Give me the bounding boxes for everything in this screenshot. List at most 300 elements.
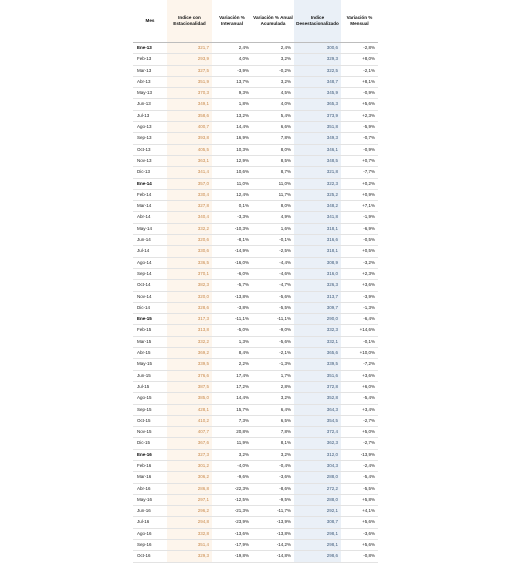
row-indice-desest: 308,7	[294, 517, 341, 528]
row-month: Dic-13	[133, 167, 167, 178]
table-row	[133, 189, 378, 200]
row-var-interanual: -3,9%	[212, 65, 252, 76]
row-var-mensual: -2,4%	[341, 460, 378, 471]
table-row	[133, 99, 378, 110]
row-var-interanual: 3,2%	[212, 449, 252, 460]
row-var-interanual: -19,8%	[212, 551, 252, 562]
row-var-acumulada: -14,2%	[252, 540, 294, 551]
row-indice-desest: 308,9	[294, 257, 341, 268]
row-var-acumulada: 1,7%	[252, 370, 294, 381]
row-indice: 410,2	[167, 415, 212, 426]
row-var-mensual: -1,9%	[341, 212, 378, 223]
row-var-interanual: 16,9%	[212, 133, 252, 144]
table-row	[133, 246, 378, 257]
table-body	[133, 43, 378, 563]
row-indice-desest: 349,3	[294, 133, 341, 144]
row-var-mensual: -2,1%	[341, 65, 378, 76]
row-month: May-13	[133, 88, 167, 99]
table-row	[133, 167, 378, 178]
row-month: Jun-14	[133, 235, 167, 246]
row-var-interanual: 12,9%	[212, 155, 252, 166]
row-var-mensual: +10,0%	[341, 348, 378, 359]
table-row	[133, 449, 378, 460]
row-var-mensual: -2,8%	[341, 43, 378, 54]
row-indice-desest: 322,5	[294, 65, 341, 76]
row-month: Abr-15	[133, 348, 167, 359]
table-row	[133, 506, 378, 517]
table-row	[133, 43, 378, 54]
row-var-acumulada: -5,6%	[252, 291, 294, 302]
table-row	[133, 460, 378, 471]
row-month: May-16	[133, 494, 167, 505]
table-header	[133, 0, 378, 43]
row-indice: 301,2	[167, 460, 212, 471]
row-var-mensual: +14,6%	[341, 325, 378, 336]
row-month: Mar-16	[133, 472, 167, 483]
row-indice-desest: 373,9	[294, 110, 341, 121]
row-month: Abr-13	[133, 76, 167, 87]
row-indice-desest: 329,3	[294, 54, 341, 65]
table-row	[133, 359, 378, 370]
table-row	[133, 415, 378, 426]
row-var-acumulada: -9,5%	[252, 494, 294, 505]
row-indice: 340,4	[167, 212, 212, 223]
row-month: Jul-14	[133, 246, 167, 257]
row-indice-desest: 288,0	[294, 472, 341, 483]
row-indice: 294,8	[167, 517, 212, 528]
table-row	[133, 325, 378, 336]
row-indice: 327,8	[167, 201, 212, 212]
row-month: Dic-14	[133, 302, 167, 313]
row-var-interanual: 10,6%	[212, 167, 252, 178]
row-var-interanual: -21,3%	[212, 506, 252, 517]
row-month: Oct-16	[133, 551, 167, 562]
row-indice-desest: 292,1	[294, 506, 341, 517]
row-month: Ene-15	[133, 314, 167, 325]
row-var-mensual: -0,5%	[341, 235, 378, 246]
row-indice: 407,7	[167, 427, 212, 438]
row-var-mensual: +5,6%	[341, 540, 378, 551]
row-var-interanual: 7,3%	[212, 415, 252, 426]
row-var-mensual: +7,1%	[341, 201, 378, 212]
row-var-interanual: 14,4%	[212, 393, 252, 404]
row-indice: 367,6	[167, 438, 212, 449]
row-var-acumulada: -0,2%	[252, 65, 294, 76]
row-var-interanual: -13,6%	[212, 528, 252, 539]
row-indice: 328,6	[167, 302, 212, 313]
row-indice-desest: 351,8	[294, 122, 341, 133]
row-indice: 387,5	[167, 381, 212, 392]
row-indice-desest: 348,5	[294, 155, 341, 166]
row-var-interanual: 8,4%	[212, 348, 252, 359]
row-indice: 306,2	[167, 472, 212, 483]
row-var-interanual: -6,0%	[212, 268, 252, 279]
row-indice: 332,8	[167, 528, 212, 539]
table-row	[133, 76, 378, 87]
row-var-acumulada: 1,6%	[252, 223, 294, 234]
row-var-acumulada: -13,8%	[252, 528, 294, 539]
row-var-acumulada: 3,2%	[252, 393, 294, 404]
row-var-interanual: 11,9%	[212, 438, 252, 449]
table-row	[133, 381, 378, 392]
row-indice-desest: 332,1	[294, 336, 341, 347]
row-var-mensual: -7,2%	[341, 359, 378, 370]
row-indice-desest: 372,8	[294, 381, 341, 392]
row-var-acumulada: 6,6%	[252, 122, 294, 133]
row-var-acumulada: -5,5%	[252, 302, 294, 313]
row-month: Dic-15	[133, 438, 167, 449]
row-indice-desest: 325,2	[294, 189, 341, 200]
row-var-interanual: -4,0%	[212, 460, 252, 471]
row-var-interanual: -5,0%	[212, 325, 252, 336]
row-var-acumulada: -1,3%	[252, 359, 294, 370]
row-var-interanual: 2,2%	[212, 359, 252, 370]
row-month: Sep-16	[133, 540, 167, 551]
row-var-acumulada: -4,6%	[252, 268, 294, 279]
row-var-interanual: -3,3%	[212, 212, 252, 223]
table-row	[133, 370, 378, 381]
row-month: Nov-15	[133, 427, 167, 438]
row-var-interanual: -5,7%	[212, 280, 252, 291]
row-indice-desest: 318,1	[294, 246, 341, 257]
table-row	[133, 201, 378, 212]
header-var-mensual: Variación % Mensual	[341, 0, 378, 43]
row-var-acumulada: 3,2%	[252, 449, 294, 460]
table-row	[133, 257, 378, 268]
row-var-interanual: 4,0%	[212, 54, 252, 65]
row-indice-desest: 309,7	[294, 302, 341, 313]
row-month: Oct-13	[133, 144, 167, 155]
row-var-mensual: +4,1%	[341, 506, 378, 517]
row-indice-desest: 326,3	[294, 280, 341, 291]
row-month: Jun-16	[133, 506, 167, 517]
table-row	[133, 291, 378, 302]
row-indice-desest: 272,2	[294, 483, 341, 494]
row-var-mensual: +3,6%	[341, 280, 378, 291]
row-var-acumulada: 4,0%	[252, 99, 294, 110]
row-var-mensual: -5,4%	[341, 393, 378, 404]
row-var-acumulada: 4,5%	[252, 88, 294, 99]
table-row	[133, 144, 378, 155]
row-indice: 320,6	[167, 235, 212, 246]
header-indice: Indice con Estacionalidad	[167, 0, 212, 43]
row-var-acumulada: 8,0%	[252, 144, 294, 155]
row-indice: 393,8	[167, 133, 212, 144]
row-var-mensual: -0,9%	[341, 144, 378, 155]
data-sheet	[133, 0, 378, 563]
row-var-mensual: -6,9%	[341, 223, 378, 234]
row-indice: 351,9	[167, 76, 212, 87]
table-row	[133, 178, 378, 189]
row-var-mensual: +0,2%	[341, 178, 378, 189]
row-var-interanual: 13,7%	[212, 76, 252, 87]
row-var-mensual: -5,4%	[341, 472, 378, 483]
row-month: Oct-14	[133, 280, 167, 291]
row-indice: 428,1	[167, 404, 212, 415]
row-indice: 351,4	[167, 540, 212, 551]
row-indice-desest: 290,0	[294, 314, 341, 325]
row-var-acumulada: 7,8%	[252, 133, 294, 144]
row-month: Ago-15	[133, 393, 167, 404]
row-var-mensual: -5,9%	[341, 122, 378, 133]
row-var-interanual: -12,5%	[212, 494, 252, 505]
row-month: Feb-13	[133, 54, 167, 65]
row-indice: 358,6	[167, 110, 212, 121]
row-indice-desest: 321,8	[294, 167, 341, 178]
row-var-mensual: -0,9%	[341, 88, 378, 99]
row-var-interanual: -13,8%	[212, 291, 252, 302]
row-indice: 336,5	[167, 257, 212, 268]
row-month: Ago-16	[133, 528, 167, 539]
row-var-interanual: -17,9%	[212, 540, 252, 551]
row-month: Ago-13	[133, 122, 167, 133]
table-row	[133, 348, 378, 359]
row-var-mensual: -7,7%	[341, 167, 378, 178]
row-var-mensual: +0,5%	[341, 246, 378, 257]
row-var-mensual: -1,3%	[341, 302, 378, 313]
row-var-acumulada: -11,7%	[252, 506, 294, 517]
row-indice-desest: 339,5	[294, 359, 341, 370]
header-var-interanual: Variación % Interanual	[212, 0, 252, 43]
table-row	[133, 268, 378, 279]
table-row	[133, 88, 378, 99]
row-indice-desest: 372,4	[294, 427, 341, 438]
row-var-mensual: +0,7%	[341, 155, 378, 166]
table-row	[133, 393, 378, 404]
row-var-interanual: 10,3%	[212, 144, 252, 155]
row-var-mensual: +5,0%	[341, 427, 378, 438]
row-month: Jul-15	[133, 381, 167, 392]
table-row	[133, 472, 378, 483]
row-var-acumulada: 8,0%	[252, 201, 294, 212]
row-indice-desest: 316,0	[294, 268, 341, 279]
row-indice: 370,3	[167, 88, 212, 99]
row-var-acumulada: -4,4%	[252, 257, 294, 268]
row-var-acumulada: 3,2%	[252, 54, 294, 65]
table-row	[133, 494, 378, 505]
table-row	[133, 314, 378, 325]
header-mes: Mes	[133, 0, 167, 43]
row-var-interanual: -11,1%	[212, 314, 252, 325]
row-month: Ago-14	[133, 257, 167, 268]
row-var-acumulada: 2,4%	[252, 43, 294, 54]
row-var-acumulada: 6,5%	[252, 415, 294, 426]
row-month: Abr-16	[133, 483, 167, 494]
row-var-interanual: 1,3%	[212, 336, 252, 347]
row-month: Ene-14	[133, 178, 167, 189]
row-var-mensual: +3,6%	[341, 370, 378, 381]
row-indice: 329,3	[167, 551, 212, 562]
row-indice: 376,6	[167, 370, 212, 381]
row-var-acumulada: -9,0%	[252, 325, 294, 336]
row-var-acumulada: -5,6%	[252, 336, 294, 347]
row-var-interanual: -16,0%	[212, 257, 252, 268]
row-var-mensual: -0,8%	[341, 551, 378, 562]
row-var-interanual: -14,9%	[212, 246, 252, 257]
row-indice-desest: 362,3	[294, 438, 341, 449]
row-var-interanual: 11,0%	[212, 178, 252, 189]
row-var-acumulada: -2,1%	[252, 348, 294, 359]
table-row	[133, 517, 378, 528]
row-var-acumulada: 11,7%	[252, 189, 294, 200]
row-var-mensual: +2,3%	[341, 110, 378, 121]
row-var-interanual: -23,9%	[212, 517, 252, 528]
row-month: Sep-15	[133, 404, 167, 415]
row-var-mensual: -2,7%	[341, 415, 378, 426]
row-var-acumulada: 11,0%	[252, 178, 294, 189]
row-indice: 341,4	[167, 167, 212, 178]
row-var-acumulada: -4,7%	[252, 280, 294, 291]
row-indice: 357,0	[167, 178, 212, 189]
table-row	[133, 54, 378, 65]
row-indice: 297,1	[167, 494, 212, 505]
row-month: Jun-15	[133, 370, 167, 381]
row-month: Oct-15	[133, 415, 167, 426]
row-indice: 286,8	[167, 483, 212, 494]
row-indice-desest: 351,6	[294, 370, 341, 381]
row-indice: 370,1	[167, 268, 212, 279]
row-month: Jun-13	[133, 99, 167, 110]
row-var-mensual: +6,0%	[341, 381, 378, 392]
row-var-acumulada: 5,4%	[252, 110, 294, 121]
row-var-interanual: -22,3%	[212, 483, 252, 494]
row-var-mensual: +3,4%	[341, 404, 378, 415]
row-var-acumulada: -0,4%	[252, 460, 294, 471]
row-month: Mar-14	[133, 201, 167, 212]
table-row	[133, 155, 378, 166]
row-var-interanual: 12,4%	[212, 189, 252, 200]
index-table	[133, 0, 378, 563]
row-var-mensual: -3,9%	[341, 291, 378, 302]
row-indice: 339,5	[167, 359, 212, 370]
row-month: Nov-13	[133, 155, 167, 166]
row-indice-desest: 365,3	[294, 99, 341, 110]
table-row	[133, 235, 378, 246]
row-var-mensual: +8,0%	[341, 54, 378, 65]
row-var-acumulada: -0,1%	[252, 235, 294, 246]
row-month: Nov-14	[133, 291, 167, 302]
row-month: Jul-13	[133, 110, 167, 121]
row-var-acumulada: -11,1%	[252, 314, 294, 325]
row-var-interanual: 20,8%	[212, 427, 252, 438]
table-row	[133, 133, 378, 144]
row-var-mensual: +5,6%	[341, 99, 378, 110]
row-indice: 330,4	[167, 189, 212, 200]
row-indice: 385,0	[167, 393, 212, 404]
row-month: Feb-16	[133, 460, 167, 471]
row-var-acumulada: -8,6%	[252, 483, 294, 494]
table-row	[133, 212, 378, 223]
row-var-mensual: -0,1%	[341, 336, 378, 347]
row-indice: 313,8	[167, 325, 212, 336]
row-var-mensual: -0,7%	[341, 133, 378, 144]
row-indice-desest: 346,1	[294, 144, 341, 155]
row-indice-desest: 300,6	[294, 43, 341, 54]
row-var-interanual: 13,2%	[212, 110, 252, 121]
row-var-mensual: -2,7%	[341, 438, 378, 449]
row-month: May-15	[133, 359, 167, 370]
table-row	[133, 65, 378, 76]
row-var-interanual: 9,3%	[212, 88, 252, 99]
row-indice-desest: 313,7	[294, 291, 341, 302]
row-var-interanual: 17,2%	[212, 381, 252, 392]
row-indice: 332,2	[167, 223, 212, 234]
row-var-mensual: -3,2%	[341, 257, 378, 268]
row-var-mensual: +5,8%	[341, 494, 378, 505]
row-indice: 293,9	[167, 54, 212, 65]
row-indice: 320,0	[167, 291, 212, 302]
row-var-acumulada: 8,1%	[252, 438, 294, 449]
row-var-interanual: -3,8%	[212, 302, 252, 313]
row-indice: 330,6	[167, 246, 212, 257]
row-var-mensual: -5,5%	[341, 483, 378, 494]
table-row	[133, 438, 378, 449]
row-indice-desest: 298,6	[294, 551, 341, 562]
row-month: Mar-13	[133, 65, 167, 76]
row-var-acumulada: 2,8%	[252, 381, 294, 392]
row-indice-desest: 365,6	[294, 348, 341, 359]
table-row	[133, 223, 378, 234]
table-row	[133, 122, 378, 133]
row-indice: 327,3	[167, 449, 212, 460]
row-month: Ene-13	[133, 43, 167, 54]
row-var-interanual: -9,6%	[212, 472, 252, 483]
table-row	[133, 483, 378, 494]
row-indice-desest: 304,3	[294, 460, 341, 471]
row-month: Feb-15	[133, 325, 167, 336]
header-var-acumulada: Variación % Anual Acumulada	[252, 0, 294, 43]
row-indice: 369,2	[167, 348, 212, 359]
row-var-acumulada: 3,2%	[252, 76, 294, 87]
row-var-interanual: 17,4%	[212, 370, 252, 381]
row-var-interanual: 1,8%	[212, 99, 252, 110]
row-indice: 327,5	[167, 65, 212, 76]
row-indice-desest: 345,9	[294, 88, 341, 99]
row-var-interanual: 15,7%	[212, 404, 252, 415]
row-var-interanual: -10,3%	[212, 223, 252, 234]
row-var-acumulada: 4,9%	[252, 212, 294, 223]
row-indice-desest: 322,3	[294, 178, 341, 189]
row-indice-desest: 348,7	[294, 76, 341, 87]
row-var-acumulada: -14,8%	[252, 551, 294, 562]
row-var-acumulada: 7,8%	[252, 427, 294, 438]
row-var-mensual: -3,6%	[341, 528, 378, 539]
row-indice: 349,1	[167, 99, 212, 110]
row-var-acumulada: 6,4%	[252, 404, 294, 415]
row-indice-desest: 354,5	[294, 415, 341, 426]
row-var-acumulada: 8,7%	[252, 167, 294, 178]
row-indice-desest: 364,3	[294, 404, 341, 415]
row-var-interanual: 0,1%	[212, 201, 252, 212]
row-var-acumulada: -2,5%	[252, 246, 294, 257]
row-indice: 400,7	[167, 122, 212, 133]
table-row	[133, 540, 378, 551]
row-var-mensual: +5,6%	[341, 517, 378, 528]
row-var-interanual: 14,4%	[212, 122, 252, 133]
row-indice: 296,2	[167, 506, 212, 517]
row-indice-desest: 332,3	[294, 325, 341, 336]
row-indice: 363,1	[167, 155, 212, 166]
row-indice-desest: 316,6	[294, 235, 341, 246]
table-row	[133, 404, 378, 415]
table-row	[133, 427, 378, 438]
row-indice-desest: 298,1	[294, 540, 341, 551]
row-var-interanual: 2,4%	[212, 43, 252, 54]
row-month: Ene-16	[133, 449, 167, 460]
row-var-interanual: -8,1%	[212, 235, 252, 246]
row-indice-desest: 352,8	[294, 393, 341, 404]
row-var-acumulada: -3,6%	[252, 472, 294, 483]
